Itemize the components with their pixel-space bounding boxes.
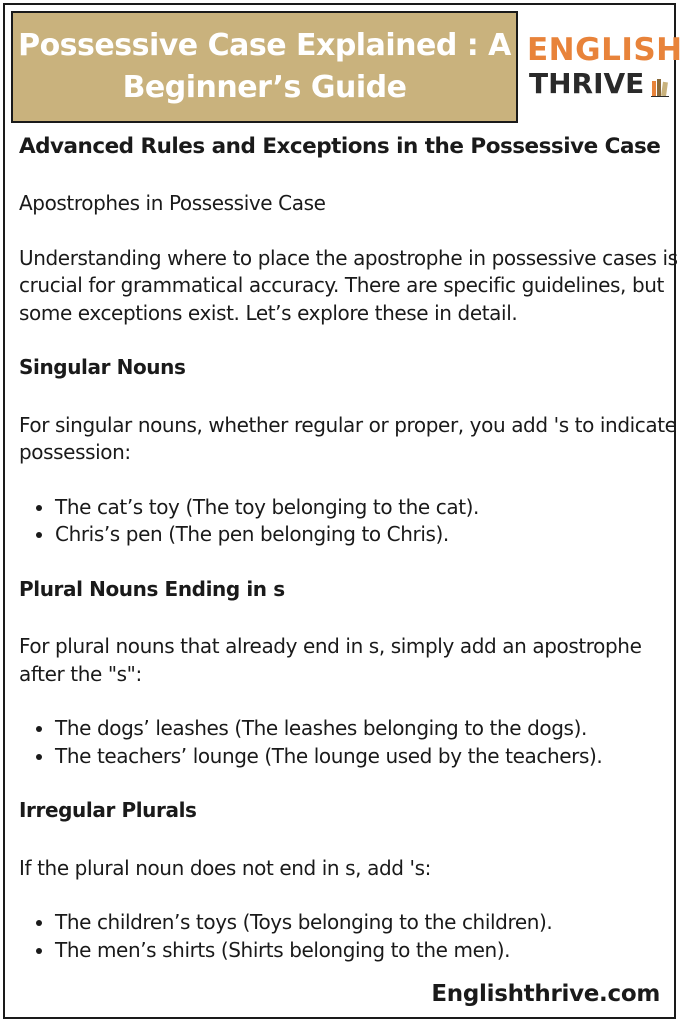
section-heading-irregular: Irregular Plurals [19,798,197,822]
section-subtitle: Apostrophes in Possessive Case [19,191,326,215]
books-icon [651,77,669,97]
logo-text-english: ENGLISH [527,32,683,68]
logo-text-thrive: THRIVE [529,67,645,100]
english-thrive-logo [527,32,683,105]
list-item: • The cat’s toy (The toy belonging to the cat). [55,494,679,522]
example-list-plural-s [19,715,679,770]
example-list-irregular [19,909,679,964]
list-item: • The children’s toys (Toys belonging to the children). [55,909,679,937]
list-item: • The dogs’ leashes (The leashes belonging to the dogs). [55,715,679,743]
section-text-plural-s: For plural nouns that already end in s, simply add an apostrophe after the "s": [19,634,642,686]
page-frame [3,3,683,1019]
article-content [19,129,679,964]
section-text-singular: For singular nouns, whether regular or proper, you add 's to indicate possession: [19,412,677,464]
list-item: • The men’s shirts (Shirts belonging to the men). [55,937,679,965]
example-list-singular [19,494,679,549]
title-line-2: Beginner’s Guide [122,70,407,105]
section-heading-singular: Singular Nouns [19,355,186,379]
section-text-irregular: If the plural noun does not end in s, add 's: [19,855,431,880]
footer-site-link[interactable]: Englishthrive.com [431,981,660,1007]
list-item: • The teachers’ lounge (The lounge used by the teachers). [55,743,679,771]
section-heading-plural-s: Plural Nouns Ending in s [19,576,285,601]
list-item: • Chris’s pen (The pen belonging to Chris). [55,521,679,549]
title-banner [11,11,518,123]
intro-paragraph: Understanding where to place the apostrophe in possessive cases is crucial for grammatical accuracy. There are specific guidelines, but some exceptions exist. Let’s explore these in detail. [19,245,678,325]
title-line-1: Possessive Case Explained : A [18,28,511,63]
main-heading: Advanced Rules and Exceptions in the Possessive Case [19,134,661,159]
